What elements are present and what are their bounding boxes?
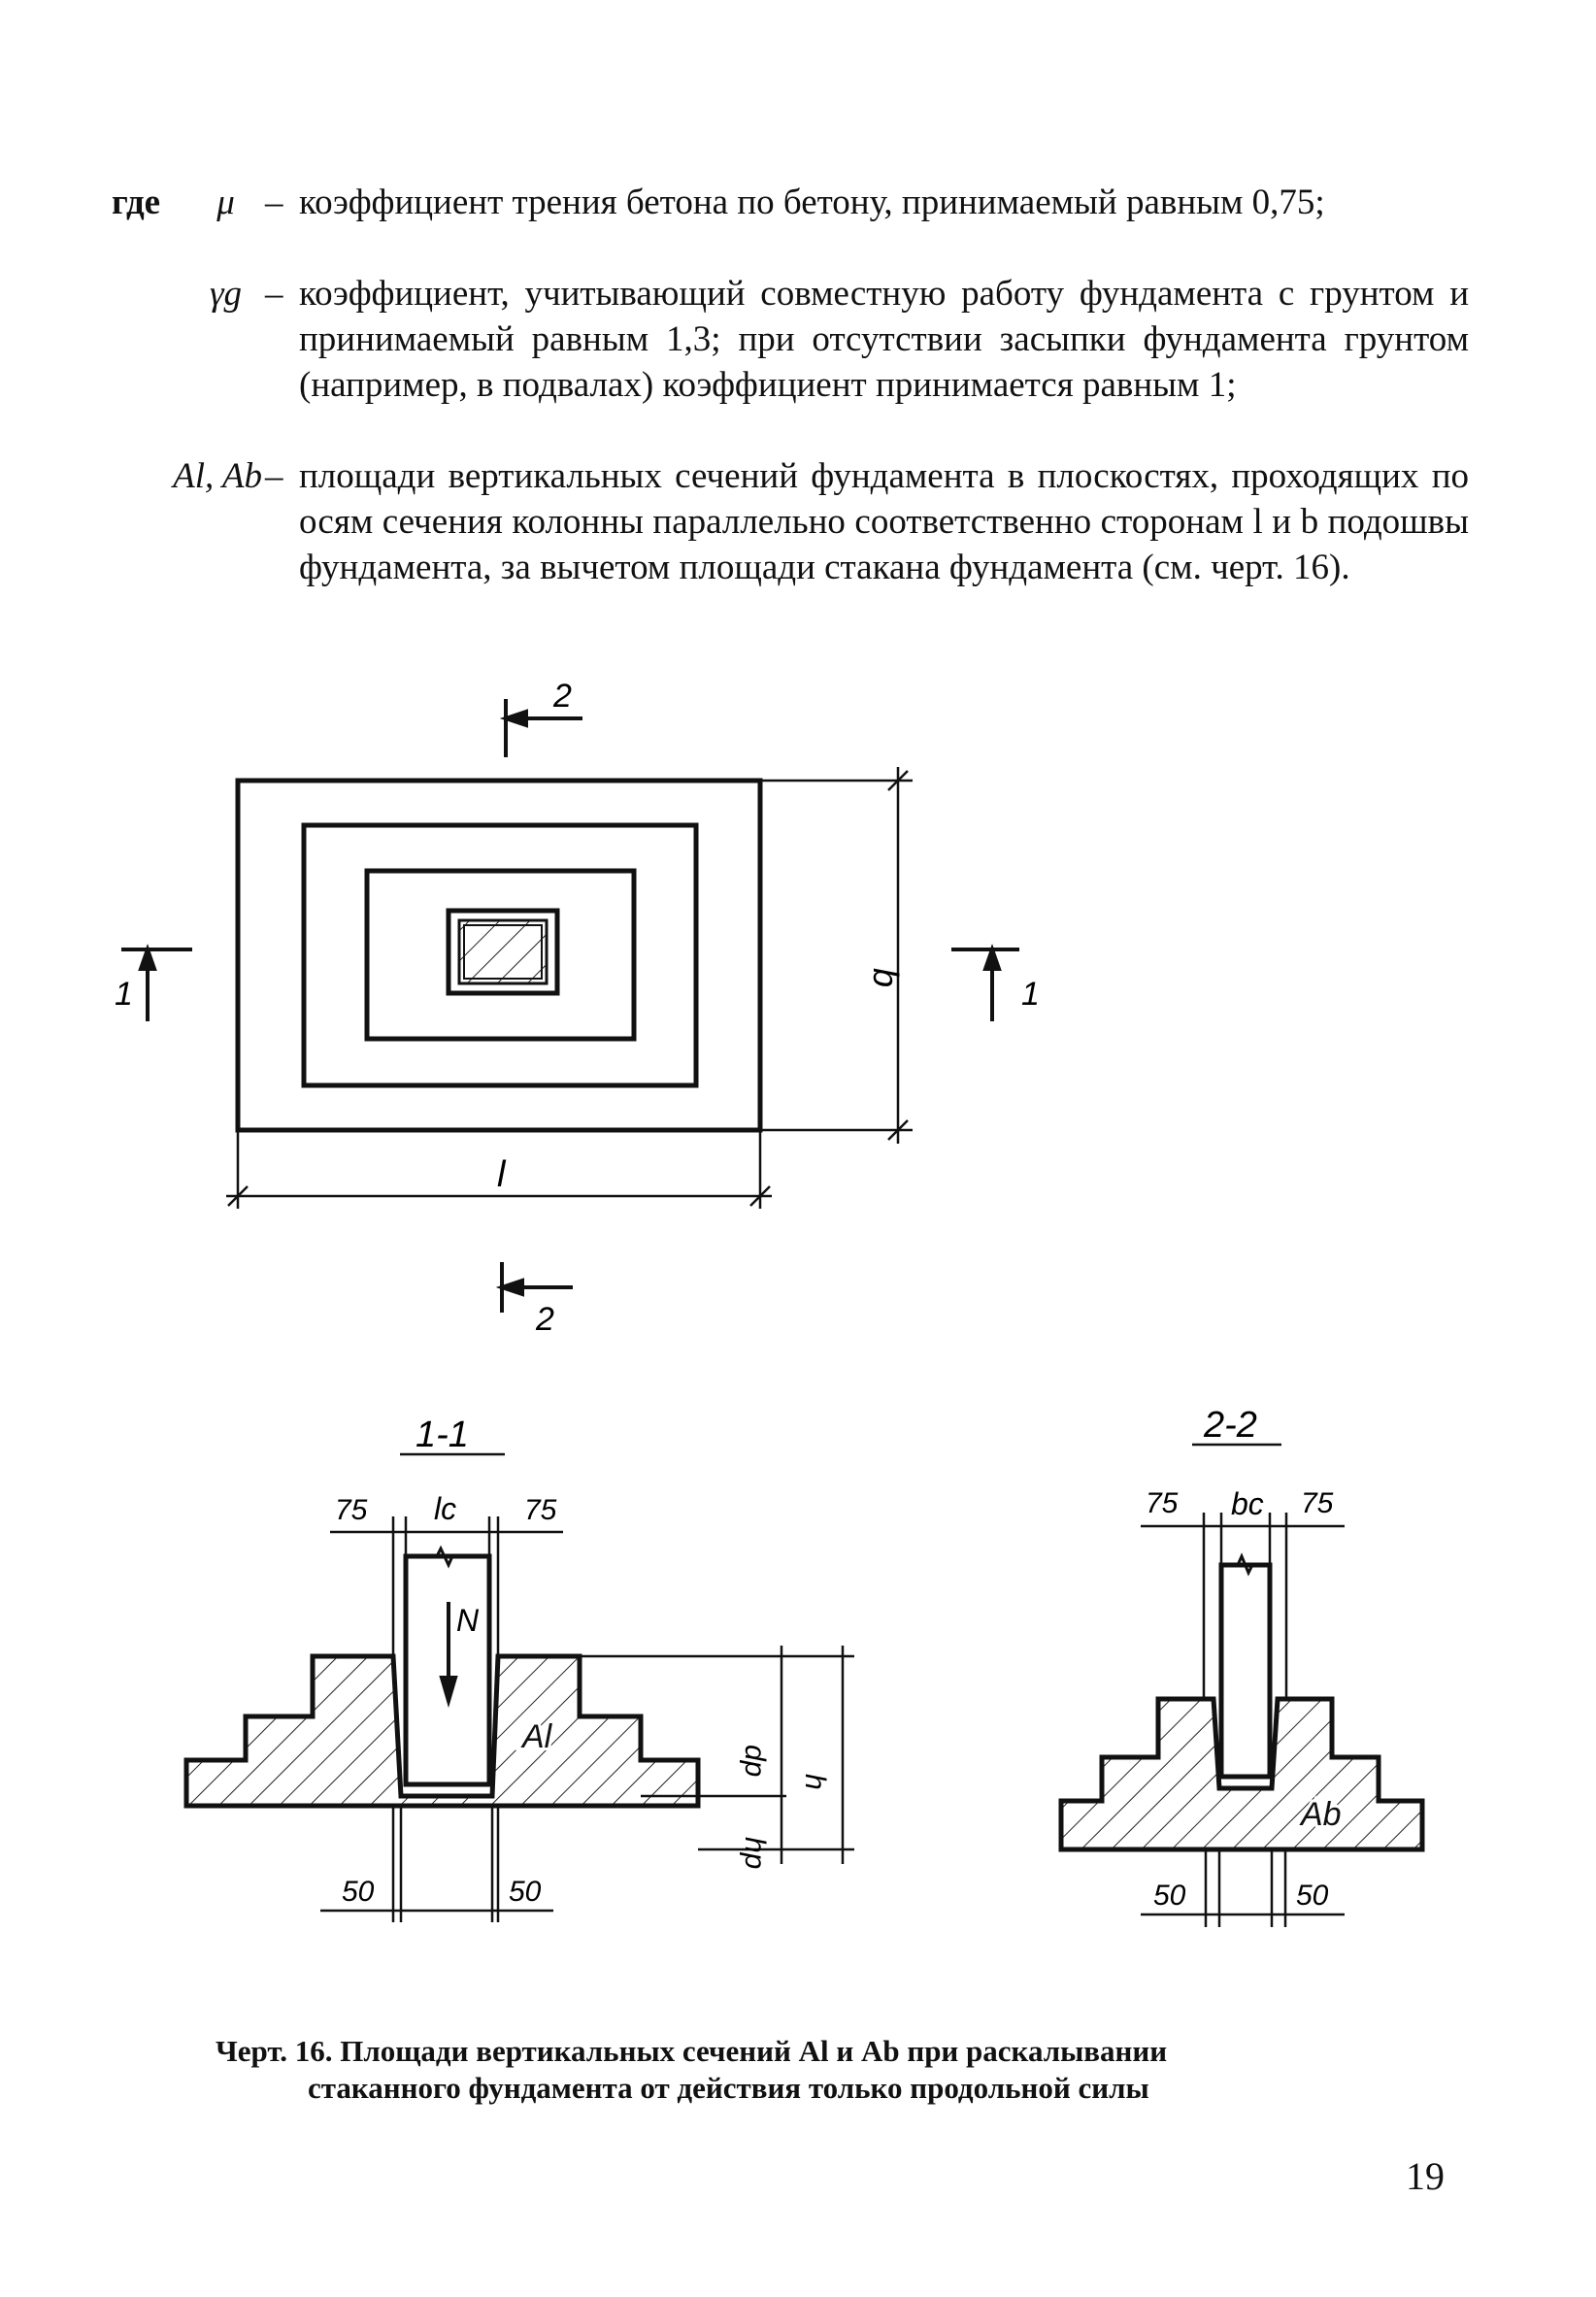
section-1-1-dim-hp: hp	[739, 1837, 771, 1870]
page-number: 19	[1406, 2154, 1445, 2198]
plan-column	[459, 920, 547, 983]
dimension-l-label: l	[497, 1154, 506, 1195]
definition-symbol: Al, Ab	[173, 456, 262, 496]
section-2-2-area-label: Ab	[1301, 1796, 1342, 1833]
definition-text: коэффициент, учитывающий совместную работу фундамента с грунтом и принимаемый равным 1,3; при отсутствии засыпки фундамента грунтом (например, в подвалах) коэффициент принимается равным 1;	[299, 274, 1469, 405]
caption-line-2: стаканного фундамента от действия только продольной силы	[308, 2071, 1149, 2105]
section-1-1-area-label: Al	[522, 1718, 552, 1755]
section-1-1-dim-left: 75	[335, 1494, 368, 1526]
section-1-1-dim-dp: dp	[739, 1745, 771, 1778]
section-2-2-dim-mid: bc	[1231, 1486, 1264, 1521]
definition-dash: –	[265, 183, 283, 222]
figure-caption	[216, 2033, 1439, 2107]
definition-symbol: γg	[209, 274, 243, 314]
section-1-1-dim-mid: lc	[434, 1491, 457, 1526]
section-1-1-dim-bottom-right: 50	[509, 1876, 542, 1908]
section-mark-2-bottom-label: 2	[536, 1301, 554, 1338]
section-2-2-dim-bottom-right: 50	[1296, 1880, 1329, 1912]
definition-symbol: μ	[216, 183, 235, 222]
caption-line-1: Черт. 16. Площади вертикальных сечений Al и Ab при раскалывании	[216, 2034, 1168, 2068]
section-2-2-title: 2-2	[1204, 1405, 1257, 1446]
section-mark-1-right-label: 1	[1021, 976, 1040, 1013]
section-1-1-dim-bottom-left: 50	[342, 1876, 375, 1908]
definitions-intro: где	[112, 183, 161, 222]
plan-view	[238, 781, 760, 1130]
section-mark-2-top-label: 2	[553, 678, 572, 715]
section-2-2-dim-right: 75	[1301, 1487, 1334, 1519]
definition-text: площади вертикальных сечений фундамента в плоскостях, проходящих по осям сечения колонны параллельно соответственно сторонам l и b подошвы фундамента, за вычетом площади стакана фундамента (см. черт. 16).	[299, 456, 1469, 587]
section-2-2-dim-left: 75	[1146, 1487, 1179, 1519]
section-1-1-title: 1-1	[416, 1415, 469, 1455]
section-mark-1-right	[951, 949, 1019, 1021]
section-2-2-column	[1221, 1556, 1270, 1777]
definition-dash: –	[265, 456, 283, 496]
dimension-b-label: b	[866, 968, 906, 988]
section-1-1-load-label: N	[456, 1603, 480, 1638]
dimension-b	[760, 767, 913, 1144]
section-2-2-dim-bottom-left: 50	[1153, 1880, 1186, 1912]
definition-text: коэффициент трения бетона по бетону, принимаемый равным 0,75;	[299, 183, 1325, 222]
section-1-1-dim-h: h	[799, 1774, 831, 1790]
section-mark-1-left-label: 1	[115, 976, 133, 1013]
section-1-1-dim-right: 75	[524, 1494, 557, 1526]
definition-dash: –	[265, 274, 283, 314]
